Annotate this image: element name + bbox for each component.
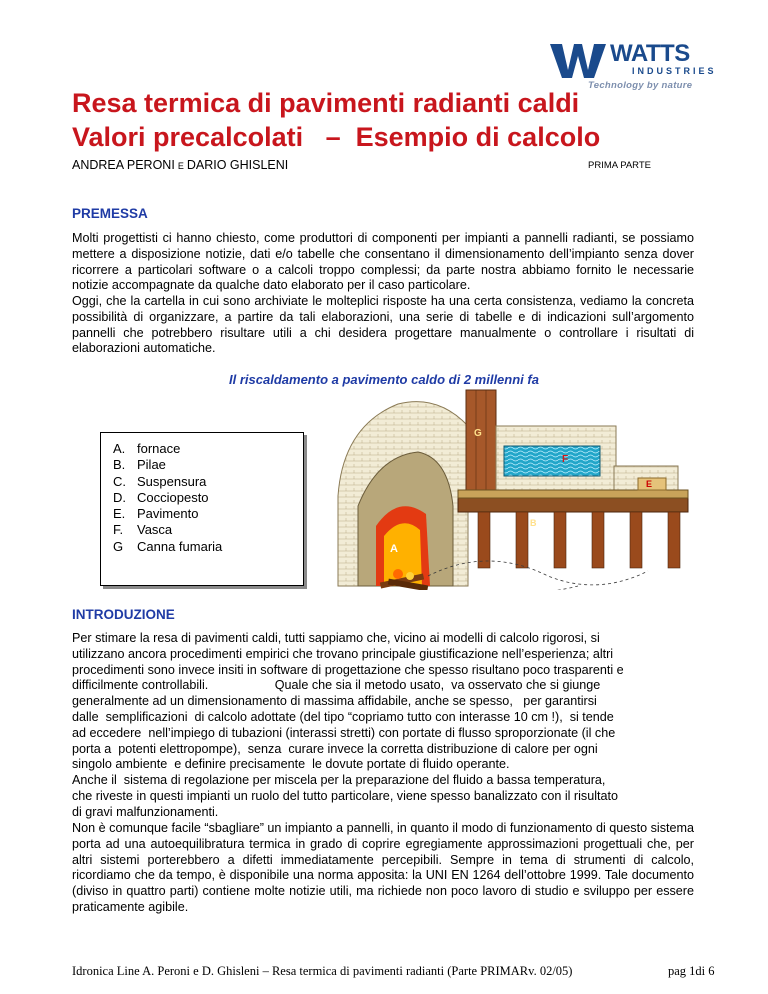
legend-label: fornace bbox=[137, 441, 181, 456]
logo-tagline: Technology by nature bbox=[588, 80, 693, 91]
part-label: PRIMA PARTE bbox=[588, 160, 651, 171]
legend-label: Canna fumaria bbox=[137, 538, 223, 554]
intro-line: generalmente ad un dimensionamento di massima affidabile, anche se spesso, per garantirsi bbox=[72, 694, 597, 709]
premessa-heading: PREMESSA bbox=[72, 206, 148, 221]
introduzione-paragraph-2: Non è comunque facile “sbagliare” un impianto a pannelli, in quanto il modo di funzionamento di questo sistema porta ad una autoequilibratura termica in grado di coprire egregiamente approssimazioni progettuali che, per altri sistemi porterebbero a difetti immediatamente percepibili. Sempre in tema di strumenti di calcolo, ricordiamo che da tempo, è disponibile una norma apposita: la UNI EN 1264 dell’ottobre 1999. Tale documento (diviso in quattro parti) contiene molte notizie utili, ma richiede non poco lavoro di studio e sviluppo per essere praticamente agibile. bbox=[72, 821, 694, 914]
legend-label: Pavimento bbox=[137, 506, 199, 522]
author-2: DARIO GHISLENI bbox=[186, 158, 289, 172]
page-number: pag 1di 6 bbox=[668, 964, 715, 978]
document-title bbox=[72, 86, 600, 154]
legend-key: B. bbox=[113, 457, 126, 473]
logo-brand: WATTS bbox=[610, 40, 690, 67]
legend-key: D. bbox=[113, 489, 126, 505]
intro-line: di gravi malfunzionamenti. bbox=[72, 804, 219, 819]
figure-caption: Il riscaldamento a pavimento caldo di 2 millenni fa bbox=[229, 372, 539, 387]
intro-line: dalle semplificazioni di calcolo adottate (del tipo “copriamo tutto con interasse 10 cm !), si tende bbox=[72, 709, 614, 724]
figure-legend bbox=[100, 432, 304, 586]
legend-label: Pilae bbox=[137, 457, 166, 473]
intro-line: porta a potenti elettropompe), senza curare invece la corretta distribuzione di calore per ogni bbox=[72, 741, 598, 756]
page-footer bbox=[72, 964, 715, 979]
legend-item bbox=[113, 506, 303, 522]
title-line-2: Valori precalcolati – Esempio di calcolo bbox=[72, 122, 601, 152]
legend-key: F. bbox=[113, 522, 124, 538]
introduzione-paragraph-1 bbox=[72, 631, 712, 821]
legend-key: A. bbox=[113, 441, 126, 456]
legend-list bbox=[101, 433, 303, 555]
legend-item bbox=[113, 441, 303, 457]
authors bbox=[72, 158, 288, 172]
legend-item bbox=[113, 539, 303, 555]
legend-item bbox=[113, 457, 303, 473]
legend-item bbox=[113, 490, 303, 506]
legend-item bbox=[113, 474, 303, 490]
premessa-paragraph-1: Molti progettisti ci hanno chiesto, come produttori di componenti per impianti a pannelli radianti, se possiamo mettere a disposizione notizie, dati e/o tabelle che consentano il dimensionamento dell’impianto senza dover ricorrere a particolari software o a calcoli troppo complessi; da parte nostra abbiamo fornito le necessarie notizie accompagnate da qualche dato elaborato per il caso particolare. bbox=[72, 231, 694, 293]
premessa-paragraph-2: Oggi, che la cartella in cui sono archiviate le molteplici risposte ha una certa consistenza, vediamo la concreta possibilità di organizzare, a partire da tali elaborazioni, una serie di tabelle e di indicazioni sull’argomento pannelli che potrebbero risultare utili a chi desidera progettare manualmente o controllare i risultati di elaborazioni automatiche. bbox=[72, 294, 694, 356]
author-conjunction: E bbox=[177, 161, 184, 171]
intro-line: difficilmente controllabili. Quale che sia il metodo usato, va osservato che si giunge bbox=[72, 678, 601, 693]
legend-key: E. bbox=[113, 506, 126, 522]
logo-sub: INDUSTRIES bbox=[632, 66, 717, 76]
legend-item bbox=[113, 522, 303, 538]
legend-label: Vasca bbox=[137, 522, 173, 538]
intro-line: che riveste in questi impianti un ruolo del tutto particolare, viene spesso banalizzato con il risultato bbox=[72, 788, 619, 803]
footer-text: Idronica Line A. Peroni e D. Ghisleni – Resa termica di pavimenti radianti (Parte PRIMARv. 02/05) bbox=[72, 964, 573, 978]
intro-line: Per stimare la resa di pavimenti caldi, tutti sappiamo che, vicino ai modelli di calcolo rigorosi, si bbox=[72, 631, 600, 645]
legend-label: Suspensura bbox=[137, 473, 207, 489]
mark-e: E bbox=[646, 479, 653, 489]
watts-wave-icon bbox=[548, 40, 608, 82]
mark-f: F bbox=[562, 454, 569, 465]
mark-a: A bbox=[390, 543, 398, 555]
legend-key: C. bbox=[113, 473, 126, 489]
intro-line: utilizzano ancora procedimenti empirici che trovano principale giustificazione nell’esperienza; altri bbox=[72, 646, 614, 661]
intro-line: Anche il sistema di regolazione per miscela per la preparazione del fluido a bassa temperatura, bbox=[72, 773, 606, 788]
mark-g: G bbox=[474, 428, 482, 439]
intro-line: ad eccedere nell’impiego di tubazioni (interassi stretti) con portate di flusso sproporzionate (il che bbox=[72, 725, 616, 740]
title-line-1: Resa termica di pavimenti radianti caldi bbox=[72, 88, 580, 118]
introduzione-heading: INTRODUZIONE bbox=[72, 607, 175, 622]
legend-key: G bbox=[113, 538, 124, 554]
intro-line: singolo ambiente e definire precisamente le dovute portate di fluido operante. bbox=[72, 757, 510, 772]
hypocaust-illustration bbox=[318, 386, 698, 614]
watts-logo bbox=[548, 38, 717, 92]
legend-label: Cocciopesto bbox=[137, 489, 209, 505]
intro-line: procedimenti sono invece insiti in software di progettazione che spesso risultano poco trasparenti e bbox=[72, 662, 624, 677]
author-1: ANDREA PERONI bbox=[72, 158, 175, 172]
mark-b: B bbox=[530, 518, 537, 528]
